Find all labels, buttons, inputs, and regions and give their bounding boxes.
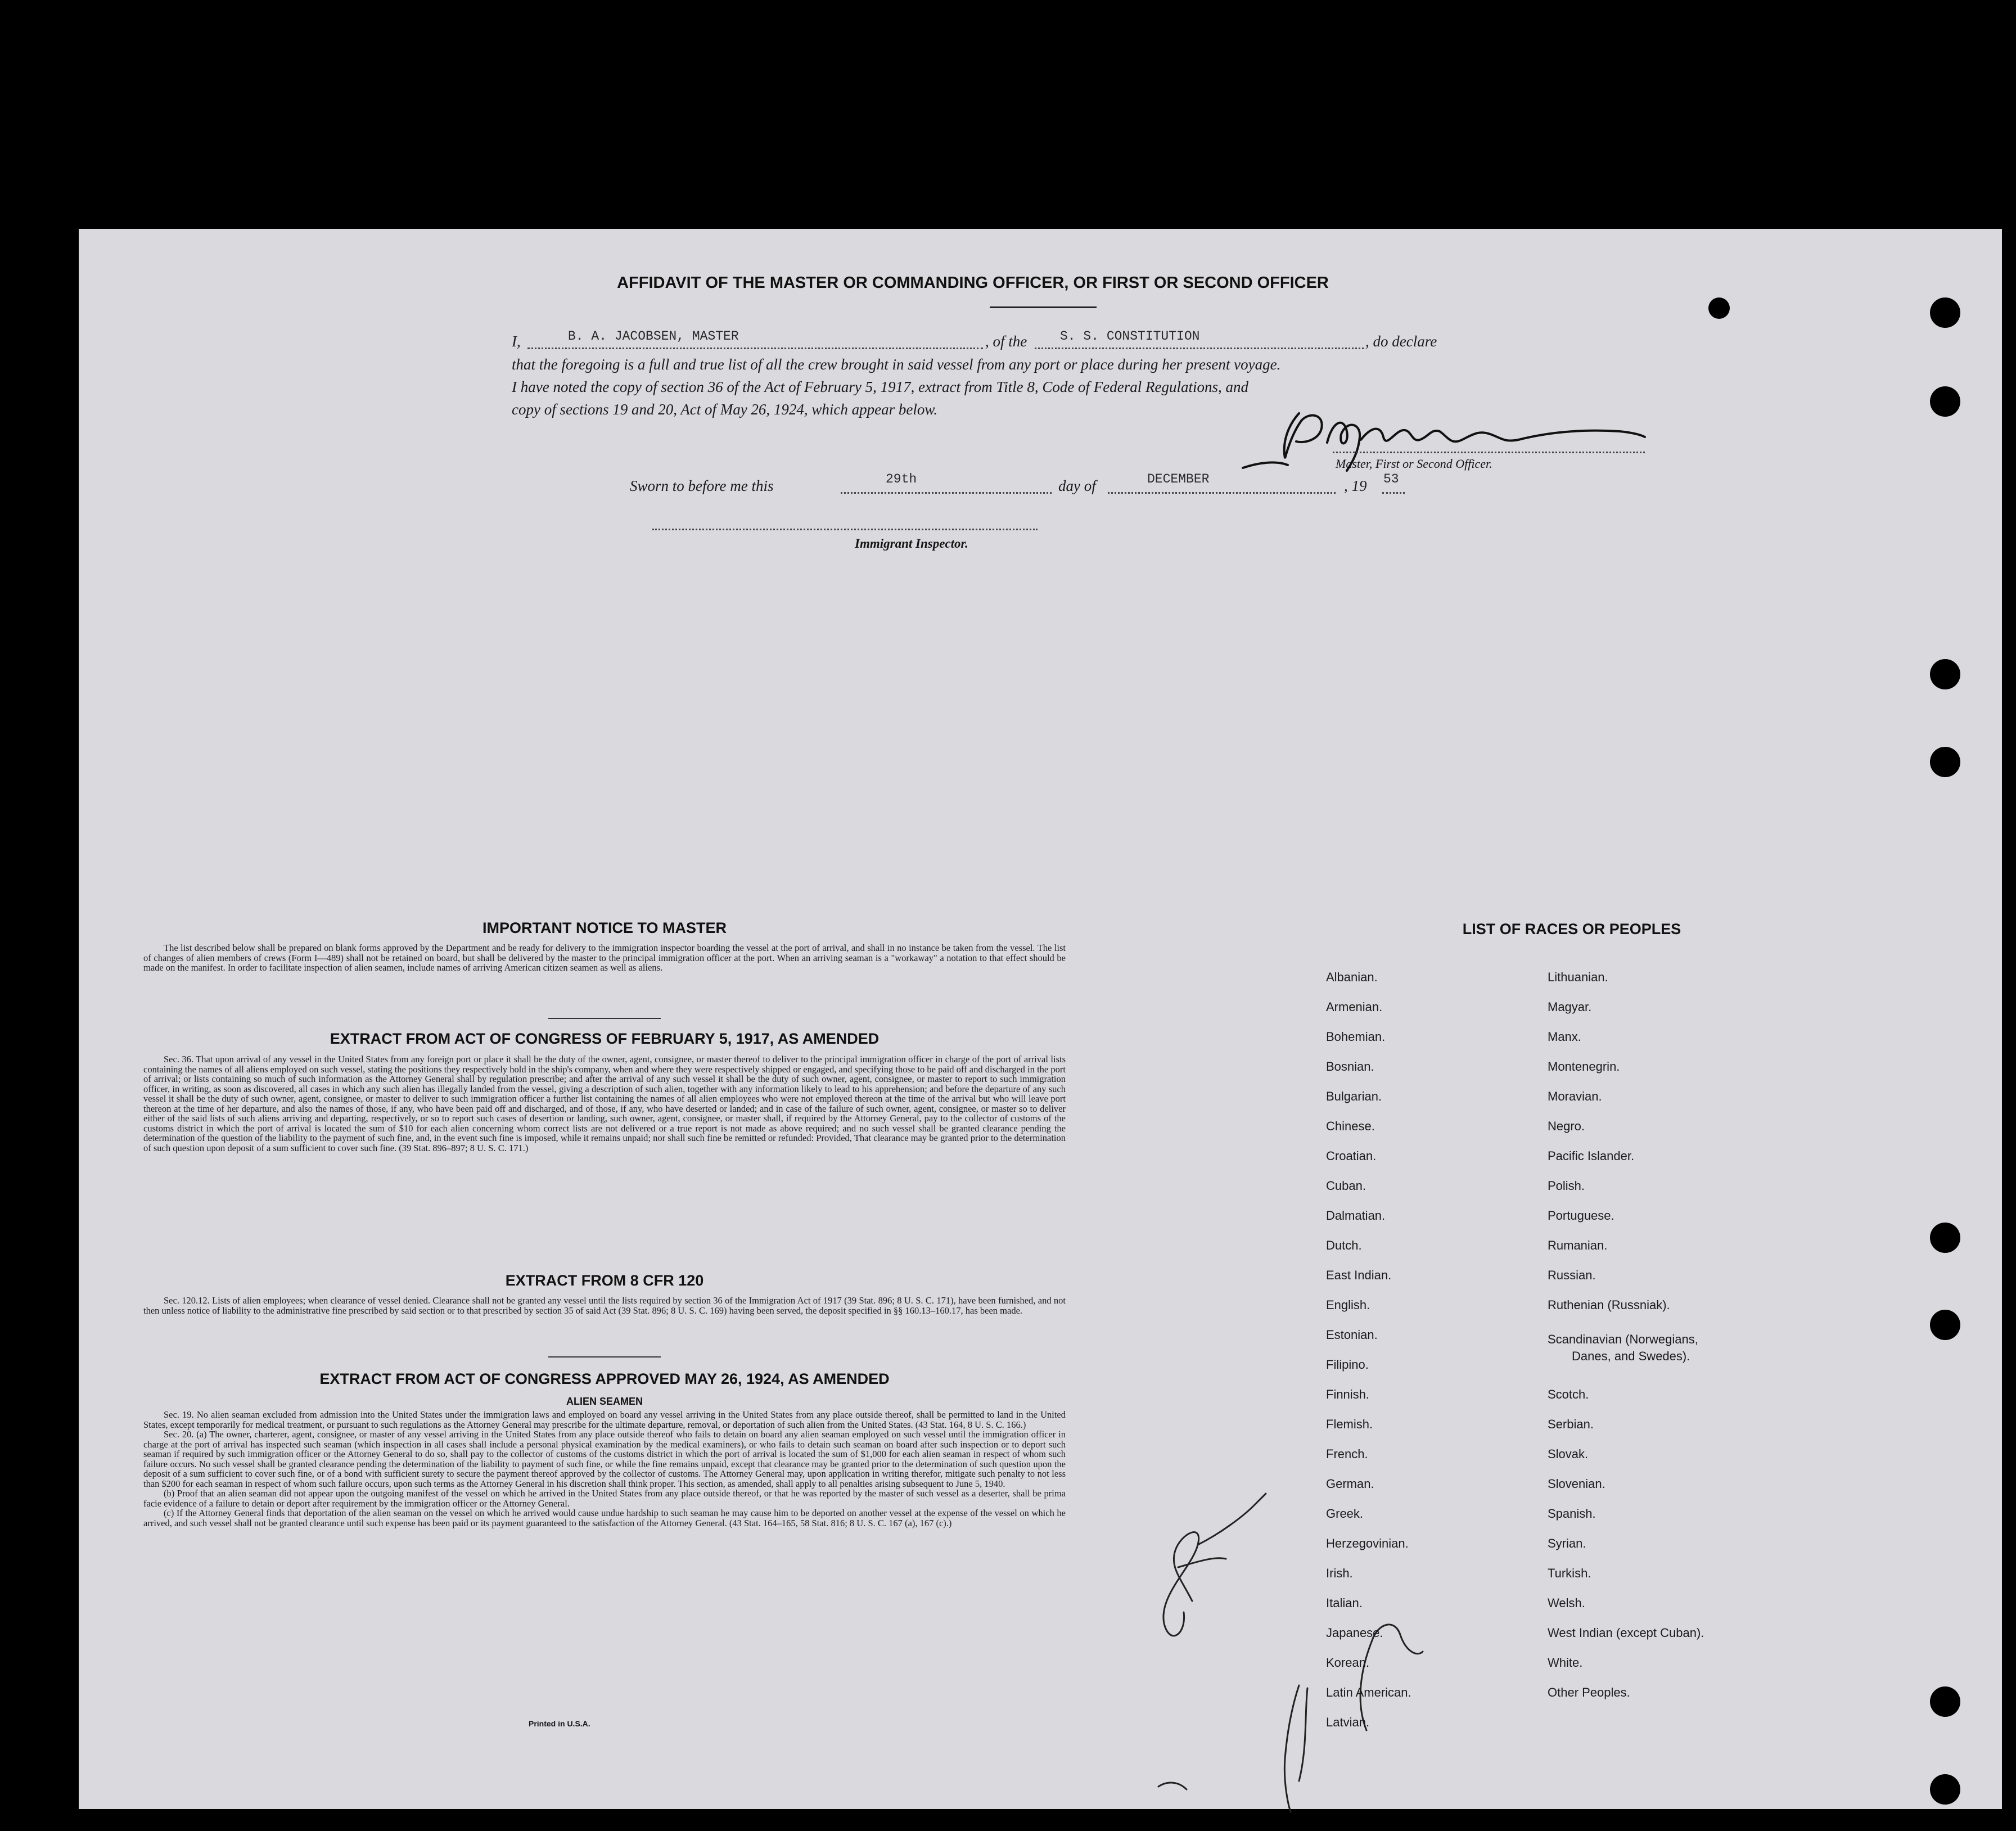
race-item: Flemish. (1326, 1417, 1373, 1431)
sworn-day-line (841, 492, 1052, 494)
race-item: Korean. (1326, 1656, 1370, 1670)
affidavit-title: AFFIDAVIT OF THE MASTER OR COMMANDING OFFICER, OR FIRST OR SECOND OFFICER (617, 274, 1329, 292)
extract-cfr-title: EXTRACT FROM 8 CFR 120 (505, 1272, 704, 1289)
notice-paragraph: The list described below shall be prepared on blank forms approved by the Department and be ready for delivery to the immigration inspector boarding the vessel at the port of arrival, and shall in no instance be taken from the vessel. The list of changes of alien members of crews (Form I—489) shall not be retained on board, but shall be delivered by the master to the principal immigration officer at the port. When an arriving seaman is a "workaway" a notation to that effect should be made on the manifest. In order to facilitate inspection of alien seamen, include names of arriving American citizen seamen as well as aliens. (143, 942, 1066, 973)
race-item: French. (1326, 1447, 1368, 1461)
race-item: Chinese. (1326, 1119, 1375, 1133)
race-item: Magyar. (1548, 1000, 1592, 1014)
race-item: Welsh. (1548, 1596, 1585, 1610)
race-item: Slovenian. (1548, 1477, 1605, 1491)
day-of-text: day of (1058, 477, 1096, 494)
vessel-field-line (1035, 348, 1364, 349)
punch-hole (1930, 386, 1960, 417)
vessel-value: S. S. CONSTITUTION (1060, 329, 1200, 344)
declaration-line-4: copy of sections 19 and 20, Act of May 26, 1924, which appear below. (512, 401, 938, 418)
punch-hole (1708, 297, 1730, 319)
of-the-text: , of the (985, 333, 1027, 350)
race-item: German. (1326, 1477, 1374, 1491)
race-item: Polish. (1548, 1179, 1585, 1193)
section-19-text: Sec. 19. No alien seaman excluded from admission into the United States under the immigration laws and employed on board any vessel arriving in the United States from any place outside thereof, shall be permitted to land in the United States, except temporarily for medical treatment, or pursuant to such regulations as the Attorney General may prescribe for the ultimate departure, removal, or deportation of such alien from the United States. (43 Stat. 164, 8 U. S. C. 166.) (143, 1409, 1066, 1430)
punch-hole (1930, 747, 1960, 777)
race-item: Cuban. (1326, 1179, 1366, 1193)
race-item: Latvian. (1326, 1715, 1370, 1729)
race-item: Armenian. (1326, 1000, 1383, 1014)
notice-title: IMPORTANT NOTICE TO MASTER (482, 919, 727, 936)
section-divider (548, 1018, 661, 1019)
punch-hole (1930, 297, 1960, 328)
race-item: Croatian. (1326, 1149, 1377, 1163)
sworn-month-line (1108, 492, 1336, 494)
section-36-text: Sec. 36. That upon arrival of any vessel in the United States from any foreign port or place it shall be the duty of the owner, agent, consignee, or master thereof to deliver to the principal immigration officer in charge of the port of arrival lists containing the names of all aliens employed on such vessel, stating the positions they respectively hold in the ship's company, when and where they were respectively shipped or engaged, and specifying those to be paid off and discharged in the port of arrival; or lists containing so much of such information as the Attorney General shall by regulation prescribe; and after the arrival of any such vessel it shall be the duty of such owner, agent, consignee, or master to report to such immigration officer, in writing, as soon as discovered, all cases in which any such alien has illegally landed from the vessel, giving a description of such alien, together with any information likely to lead to his apprehension; and before the departure of any such vessel it shall be the duty of such owner, agent, consignee, or master to deliver to such immigration officer a further list containing the names of all alien employees who were not employed thereon at the time of the arrival but who will leave port thereon at the time of her departure, and also the names of those, if any, who have been paid off and discharged, and of those, if any, who have deserted or landed; and in case of the failure of such owner, agent, consignee, or master so to deliver either of the said lists of such aliens arriving and departing, respectively, or so to report such cases of desertion or landing, such owner, agent, consignee, or master shall, if required by the Attorney General, pay to the collector of customs of the customs district in which the port of arrival is located the sum of $10 for each alien concerning whom correct lists are not delivered or a true report is not made as above required; and no such vessel shall be granted clearance pending the determination of the question of the liability to the payment of such fine, and, in the event such fine is imposed, while it remains unpaid; nor shall such fine be remitted or refunded: Provided, That clearance may be granted prior to the determination of such question upon deposit of a sum sufficient to cover such fine. (39 Stat. 896–897; 8 U. S. C. 171.) (143, 1054, 1066, 1153)
race-item: Serbian. (1548, 1417, 1594, 1431)
notice-body (143, 943, 1066, 973)
printed-in-usa: Printed in U.S.A. (529, 1719, 590, 1728)
section-120-12-text: Sec. 120.12. Lists of alien employees; when clearance of vessel denied. Clearance shall not be granted any vessel until the lists required by section 36 of the Immigration Act of 1917 (39 Stat. 896; 8 U. S. C. 171), have been furnished, and not then unless notice of liability to the administrative fine prescribed by said section or to that prescribed by section 35 of said Act (39 Stat. 896; 8 U. S. C. 169) having been served, the deposit specified in §§ 160.13–160.17, has been made. (143, 1295, 1066, 1316)
race-item: Negro. (1548, 1119, 1585, 1133)
declaration-line-3: I have noted the copy of section 36 of the Act of February 5, 1917, extract from Title 8, Code of Federal Regulations, and (512, 378, 1249, 395)
race-item: Syrian. (1548, 1536, 1586, 1550)
punch-hole (1930, 1223, 1960, 1253)
section-divider (548, 1356, 661, 1358)
alien-seamen-subtitle: ALIEN SEAMEN (566, 1396, 643, 1407)
punch-hole (1930, 659, 1960, 689)
race-item: Bohemian. (1326, 1030, 1386, 1044)
sworn-month-value: DECEMBER (1147, 472, 1210, 486)
race-item: Scotch. (1548, 1387, 1589, 1401)
race-item: Dutch. (1326, 1238, 1362, 1252)
extract-1924-title: EXTRACT FROM ACT OF CONGRESS APPROVED MAY 26, 1924, AS AMENDED (319, 1370, 890, 1387)
race-item: Japanese. (1326, 1626, 1383, 1640)
race-item: Portuguese. (1548, 1208, 1614, 1223)
race-item: Estonian. (1326, 1328, 1378, 1342)
race-item: White. (1548, 1656, 1583, 1670)
punch-hole (1930, 1310, 1960, 1340)
year-line (1382, 492, 1405, 494)
race-item: Herzegovinian. (1326, 1536, 1409, 1550)
title-divider (990, 306, 1097, 308)
race-item: Moravian. (1548, 1089, 1602, 1103)
race-item: Finnish. (1326, 1387, 1370, 1401)
race-item: Lithuanian. (1548, 970, 1608, 984)
race-item: Irish. (1326, 1566, 1353, 1580)
race-item: Slovak. (1548, 1447, 1589, 1461)
race-item: Filipino. (1326, 1358, 1369, 1372)
sworn-prefix: Sworn to before me this (630, 477, 774, 494)
race-item: Italian. (1326, 1596, 1363, 1610)
race-item: Bulgarian. (1326, 1089, 1382, 1103)
section-20b-text: (b) Proof that an alien seaman did not appear upon the outgoing manifest of the vessel on which he arrived in the United States from any place outside thereof, or that he was reported by the master of such vessel as a deserter, shall be prima facie evidence of a failure to detain or deport after requirement by the immigration officer or the Attorney General. (143, 1488, 1066, 1509)
race-item: Other Peoples. (1548, 1685, 1630, 1699)
extract-cfr-body (143, 1296, 1066, 1315)
section-20c-text: (c) If the Attorney General finds that deportation of the alien seaman on the vessel on which he arrived would cause undue hardship to such seaman he may cause him to be deported on another vessel at the expense of the vessel on which he arrived, and such vessel shall not be granted clearance until such expense has been paid or its payment guaranteed to the satisfaction of the Attorney General. (43 Stat. 164–165, 58 Stat. 816; 8 U. S. C. 167 (a), 167 (c).) (143, 1508, 1066, 1528)
declarant-value: B. A. JACOBSEN, MASTER (568, 329, 739, 344)
race-item: Scandinavian (Norwegians, (1548, 1332, 1698, 1346)
race-item: Bosnian. (1326, 1059, 1374, 1074)
race-item: Montenegrin. (1548, 1059, 1620, 1074)
inspector-signature-line (652, 529, 1038, 530)
race-item: Russian. (1548, 1268, 1596, 1282)
punch-hole (1930, 1774, 1960, 1805)
race-item: Rumanian. (1548, 1238, 1608, 1252)
sworn-day-value: 29th (886, 472, 917, 486)
race-item-continuation: Danes, and Swedes). (1572, 1349, 1690, 1363)
inspector-caption: Immigrant Inspector. (855, 536, 968, 551)
race-item: Latin American. (1326, 1685, 1411, 1699)
signature-line (1333, 452, 1645, 453)
race-item: English. (1326, 1298, 1370, 1312)
document-page (79, 229, 2002, 1809)
do-declare-text: , do declare (1365, 333, 1437, 350)
race-item: East Indian. (1326, 1268, 1392, 1282)
race-item: Pacific Islander. (1548, 1149, 1635, 1163)
declarant-field-line (527, 348, 983, 349)
section-20a-text: Sec. 20. (a) The owner, charterer, agent, consignee, or master of any vessel arriving in the United States from any place outside thereof who fails to detain on board any alien seaman employed on such vessel until the immigration officer in charge at the port of arrival has inspected such seaman (which inspection in all cases shall include a personal physical examination by the medical examiners), or who fails to detain such seaman on board after such inspection or to deport such seaman if required by such immigration officer or the Attorney General to do so, shall pay to the collector of customs of the customs district in which the port of arrival is located the sum of $1,000 for each alien seaman in respect of whom such failure occurs. No such vessel shall be granted clearance pending the determination of the liability to payment of such fine, or while the fine remains unpaid, except that clearance may be granted prior to the determination of such question upon the deposit of a sum sufficient to cover such fine, or of a bond with sufficient surety to secure the payment thereof approved by the collector of customs. The Attorney General may, upon application in writing therefor, mitigate such penalty to not less than $200 for each seaman in respect of whom such failure occurs, upon such terms as the Attorney General in his discretion shall think proper. This section, as amended, shall apply to all penalties arising subsequent to June 5, 1940. (143, 1429, 1066, 1489)
race-item: Spanish. (1548, 1507, 1596, 1521)
extract-1917-body (143, 1054, 1066, 1153)
races-title: LIST OF RACES OR PEOPLES (1462, 921, 1681, 937)
race-item: Ruthenian (Russniak). (1548, 1298, 1670, 1312)
race-item: Greek. (1326, 1507, 1364, 1521)
race-item: West Indian (except Cuban). (1548, 1626, 1704, 1640)
declaration-line-2: that the foregoing is a full and true list of all the crew brought in said vessel from any port or place during her present voyage. (512, 356, 1281, 373)
race-item: Dalmatian. (1326, 1208, 1386, 1223)
race-item: Turkish. (1548, 1566, 1591, 1580)
extract-1917-title: EXTRACT FROM ACT OF CONGRESS OF FEBRUARY 5, 1917, AS AMENDED (330, 1030, 880, 1047)
master-officer-caption: Master, First or Second Officer. (1336, 457, 1492, 471)
race-item: Manx. (1548, 1030, 1581, 1044)
declarant-prefix: I, (512, 333, 521, 350)
year-value: 53 (1383, 472, 1399, 486)
punch-hole (1930, 1686, 1960, 1717)
race-item: Albanian. (1326, 970, 1378, 984)
year-prefix: , 19 (1344, 477, 1367, 494)
extract-1924-body (143, 1410, 1066, 1528)
